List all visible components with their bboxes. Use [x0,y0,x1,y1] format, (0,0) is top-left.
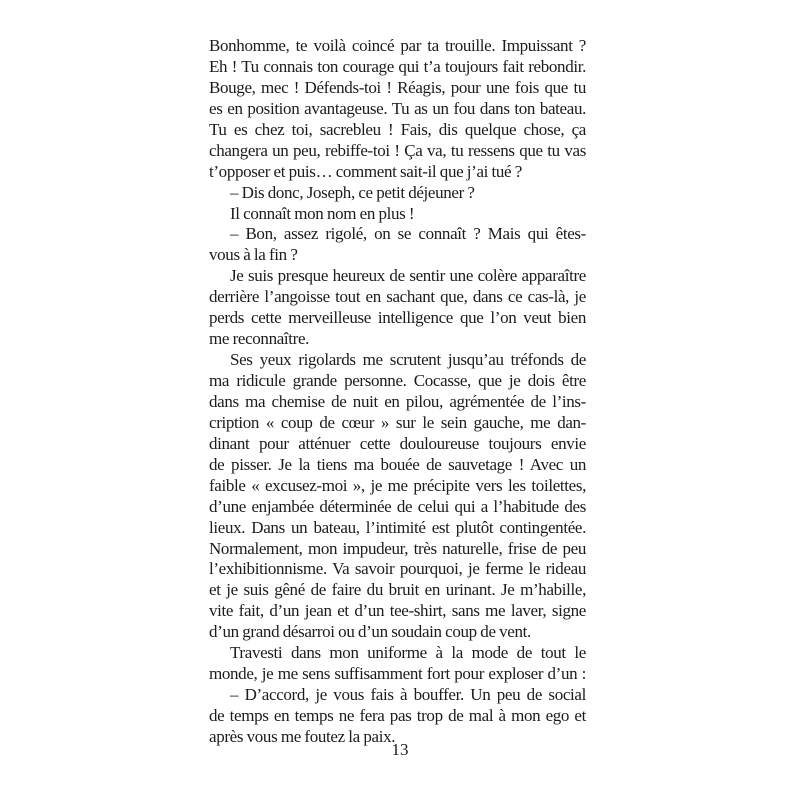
text-line: Je suis presque heureux de sentir une colère apparaître [230,266,586,286]
text-line: – D’accord, je vous fais à bouffer. Un peu de social [230,685,586,705]
text-line: dans ma chemise de nuit en pilou, agrémentée de l’ins- [209,391,586,411]
text-line: Bouge, mec ! Défends-toi ! Réagis, pour une fois que tu [209,77,586,97]
text-line: Normalement, mon impudeur, très naturelle, frise de peu [209,538,586,558]
text-line: derrière l’angoisse tout en sachant que, dans ce cas-là, je [209,287,586,307]
text-line: monde, je me sens suffisamment fort pour exploser d’un : [209,664,586,684]
text-line: dinant pour atténuer cette douloureuse toujours envie [209,433,586,453]
text-line: d’un grand désarroi ou d’un soudain coup de vent. [209,622,531,642]
text-line: – Dis donc, Joseph, ce petit déjeuner ? [230,182,475,202]
text-line: de pisser. Je la tiens ma bouée de sauvetage ! Avec un [209,454,586,474]
page-number: 13 [391,740,409,759]
text-line: Ses yeux rigolards me scrutent jusqu’au tréfonds de [230,350,586,370]
text-line: après vous me foutez la paix. [209,726,396,746]
text-line: me reconnaître. [209,329,310,349]
text-line: – Bon, assez rigolé, on se connaît ? Mais qui êtes- [230,224,586,244]
text-line: et je suis gêné de faire du bruit en urinant. Je m’habille, [209,580,586,600]
text-line: Eh ! Tu connais ton courage qui t’a toujours fait rebondir. [209,56,586,76]
text-line: cription « coup de cœur » sur le sein gauche, me dan- [209,412,586,432]
text-line: ma ridicule grande personne. Cocasse, que je dois être [209,371,586,390]
text-line: de temps en temps ne fera pas trop de mal à mon ego et [209,706,586,725]
text-line: d’une enjambée déterminée de celui qui a l’habitude des [209,496,586,516]
text-line: Tu es chez toi, sacrebleu ! Fais, dis quelque chose, ça [209,119,586,139]
text-line: vite fait, d’un jean et d’un tee-shirt, sans me laver, signe [209,601,586,621]
text-line: t’opposer et puis… comment sait-il que j’ai tué ? [209,161,522,181]
text-line: perds cette merveilleuse intelligence que l’on veut bien [209,308,586,328]
text-line: Travesti dans mon uniforme à la mode de tout le [230,643,586,663]
text-line: l’exhibitionnisme. Va savoir pourquoi, je ferme le rideau [209,559,586,579]
text-line: es en position avantageuse. Tu as un fou dans ton bateau. [209,98,586,118]
text-line: lieux. Dans un bateau, l’intimité est plutôt contingentée. [209,517,586,537]
page-body [209,36,586,748]
text-line: Il connaît mon nom en plus ! [230,203,415,223]
text-line: vous à la fin ? [209,245,298,265]
text-line: faible « excusez-moi », je me précipite vers les toilettes, [209,475,586,495]
text-line: Bonhomme, te voilà coincé par ta trouille. Impuissant ? [209,36,586,55]
text-line: changera un peu, rebiffe-toi ! Ça va, tu ressens que tu vas [209,140,586,160]
